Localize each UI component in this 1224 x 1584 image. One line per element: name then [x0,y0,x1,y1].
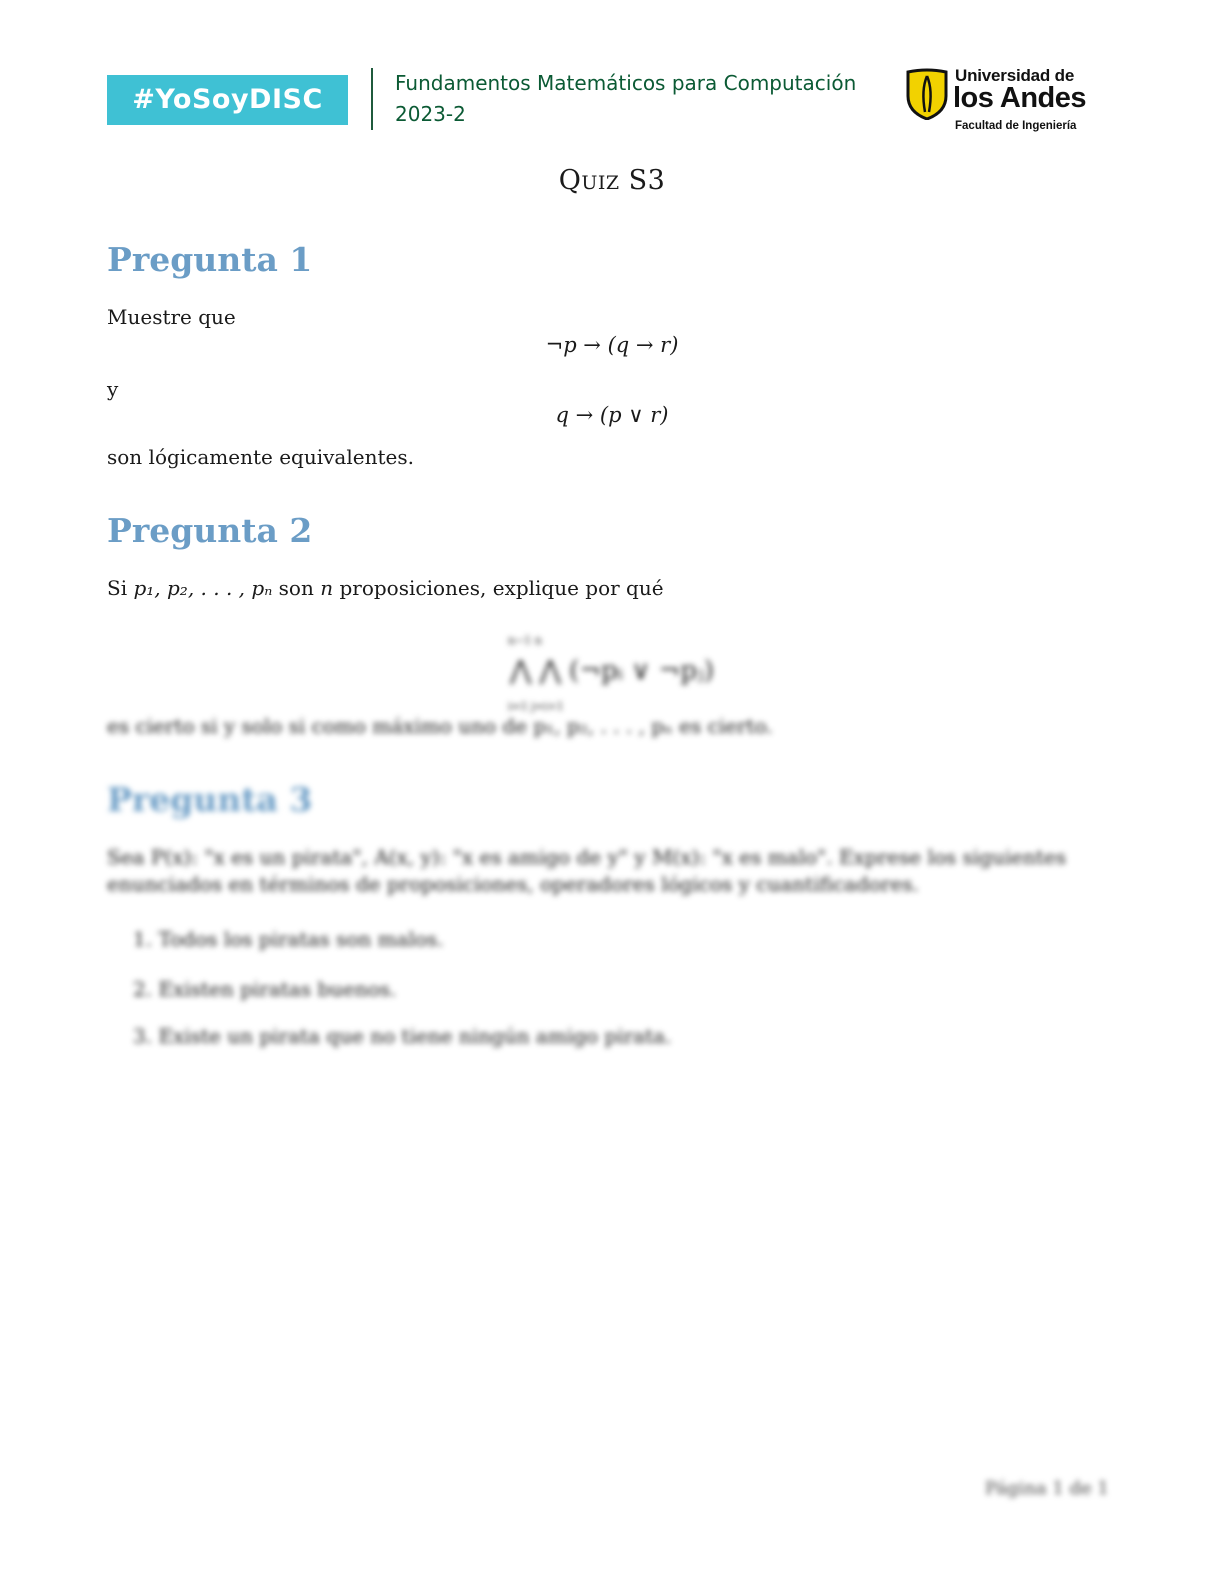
header-divider [371,68,373,130]
course-info [395,68,856,130]
logo-text-line3: Facultad de Ingeniería [955,120,1077,132]
shield-icon [905,68,949,120]
course-name: Fundamentos Matemáticos para Computación [395,71,857,95]
page-title: Quiz S3 [558,165,666,196]
logo-text-line1: Universidad de [955,66,1075,85]
question-3-intro-line-2: enunciados en términos de proposiciones, operadores lógicos y cuantificadores. [107,872,919,896]
hashtag-banner: #YoSoyDISC [107,75,348,125]
question-2-intro-b: son [272,576,321,600]
university-logo [905,66,1087,138]
question-2-vars: p₁, p₂, . . . , pₙ [133,576,273,600]
page-number: Página 1 de 1 [985,1478,1109,1499]
question-1-formula-1: ¬p → (q → r) [545,333,679,357]
question-2-intro [107,576,664,600]
question-2-intro-a: Si [107,576,134,600]
question-3-heading: Pregunta 3 [107,780,313,819]
question-2-index-top: n−1 n [508,634,542,647]
question-3-item: 1. Todos los piratas son malos. [133,927,444,951]
question-1-formula-2: q → (p ∨ r) [555,403,669,427]
question-1-outro: son lógicamente equivalentes. [107,445,414,469]
logo-text-line2: los Andes [953,82,1087,114]
question-3-item: 2. Existen piratas buenos. [133,977,397,1001]
question-1-intro: Muestre que [107,305,236,329]
question-1-heading: Pregunta 1 [107,240,313,279]
question-3-intro-line-1: Sea P(x): "x es un pirata", A(x, y): "x es amigo de y" y M(x): "x es malo". Exprese los siguientes [107,845,1067,869]
question-2-formula: ⋀ ⋀ (¬pᵢ ∨ ¬pⱼ) [510,656,714,686]
question-1-conjunction: y [107,377,119,401]
question-3-item: 3. Existe un pirata que no tiene ningún amigo pirata. [133,1024,672,1048]
question-2-formula-block [500,634,740,714]
question-2-intro-c: proposiciones, explique por qué [333,576,664,600]
question-2-outro: es cierto si y solo si como máximo uno de p₁, p₂, . . . , pₙ es cierto. [107,714,773,738]
blurred-content [0,616,1224,1516]
question-2-n: n [320,576,334,600]
course-term: 2023-2 [395,102,466,126]
question-2-heading: Pregunta 2 [107,511,313,550]
question-2-index-bottom: i=1 j=i+1 [508,700,564,713]
